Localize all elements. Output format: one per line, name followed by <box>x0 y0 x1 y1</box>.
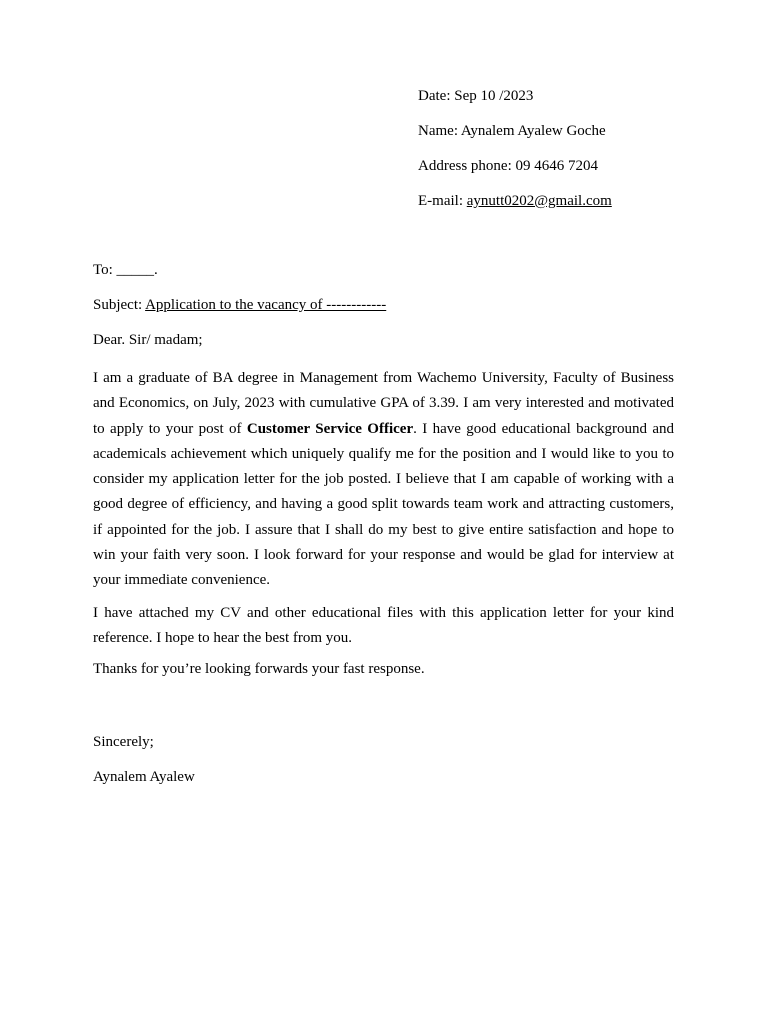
paragraph-3: Thanks for you’re looking forwards your fast response. <box>93 661 425 678</box>
paragraph-2: I have attached my CV and other educational files with this application letter for your kind reference. I hope to hear the best from you. <box>93 604 674 646</box>
signature: Aynalem Ayalew <box>93 769 195 785</box>
paragraph-1-part-1: I am a graduate of BA degree in Management from Wachemo University, Faculty of Business and Economics, on July, 2023 with cumulative GPA of 3.39. I am very interested and motivated to apply to your post of <box>93 370 674 437</box>
subject-label: Subject: <box>93 297 146 313</box>
paragraph-1 <box>93 366 674 594</box>
to-line: To: _____. <box>93 262 158 278</box>
sender-block <box>418 87 748 227</box>
email-line <box>418 192 748 211</box>
paragraph-1-part-2: . I have good educational background and academicals achievement which uniquely qualify me for the position and I would like to you to consider my application letter for the job posted. I believe that I am capable of working with a good degree of efficiency, and having a good split towards team work and attracting customers, if appointed for the job. I assure that I shall do my best to give entire satisfaction and hope to win your faith very soon. I look forward for your response and would be glad for interview at your immediate convenience. <box>93 420 674 589</box>
letter-body <box>93 261 674 695</box>
subject-value: Application to the vacancy of ------------ <box>145 297 387 313</box>
position-title: Customer Service Officer <box>246 420 414 437</box>
email-link[interactable]: aynutt0202@gmail.com <box>466 193 612 209</box>
date-line: Date: Sep 10 /2023 <box>418 88 534 104</box>
email-label: E-mail: <box>418 193 467 209</box>
name-line: Name: Aynalem Ayalew Goche <box>418 123 606 139</box>
salutation: Dear. Sir/ madam; <box>93 332 203 348</box>
closing-block <box>93 733 674 803</box>
closing-line: Sincerely; <box>93 734 154 750</box>
subject-line <box>93 296 674 315</box>
phone-line: Address phone: 09 4646 7204 <box>418 158 598 174</box>
